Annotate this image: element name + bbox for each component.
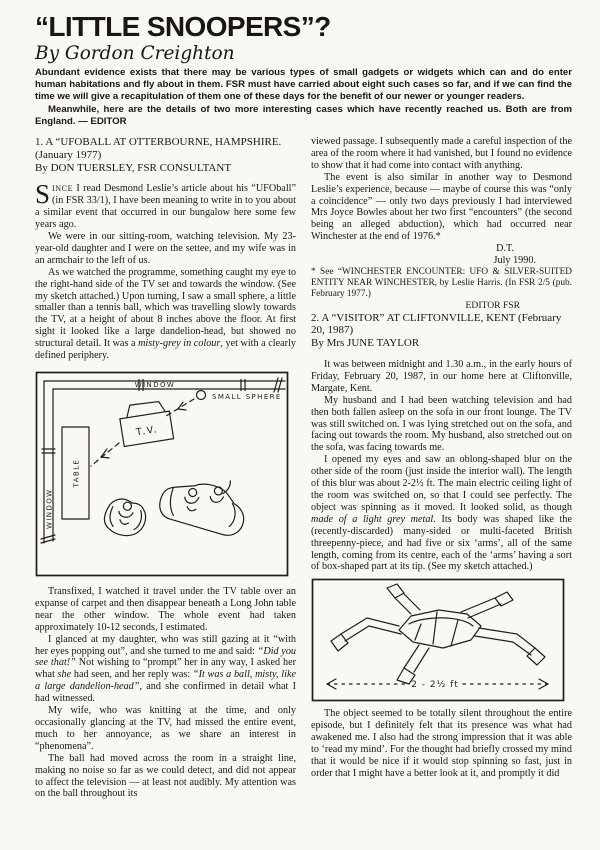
window-top: [44, 378, 285, 392]
sphere-label: SMALL SPHERE: [212, 393, 282, 401]
object-sketch-figure: [311, 578, 572, 702]
two-column-body: [35, 136, 572, 800]
table-sketch: [62, 427, 89, 519]
tv-label: T.V.: [135, 424, 159, 439]
intro-paragraph-2: Meanwhile, here are the details of two more interesting cases which have recently reached us. Both are from England. — EDITOR: [35, 103, 572, 127]
case2-paragraph-3: I opened my eyes and saw an oblong-shaped blur on the other side of the room (just inside the interior wall). The length of this blur was about 2-2½ ft. The main electric ceiling light of the room was switched on, so that I could see perfectly. The object was spinning as it moved. It looked solid, as though made of a light grey metal. Its body was shaped like the (recently-discarded) many-sided or multi-faceted British threepenny-piece, and had five or six ‘arms’, all of the same length, coming from its centre, each of the ‘arms’ having a sort of box-shaped part at its tip. (See my sketch attached.): [311, 454, 572, 573]
trajectory-dashes-2: [91, 443, 119, 466]
window-top-label: WINDOW: [134, 381, 176, 389]
case1-heading-title: 1. A “UFOBALL AT OTTERBOURNE, HAMPSHIRE. (January 1977): [35, 136, 282, 161]
case1-paragraph-4: Transfixed, I watched it travel under the TV table over an expanse of carpet and then disappear beneath a Long John table near the other window. The whole event had taken approximately 10-12 seconds, I estimated.: [35, 586, 296, 633]
case1-paragraph-6: My wife, who was knitting at the time, and only occasionally glancing at the TV, had missed the entire event, much to her annoyance, as we share an interest in “phenomena”.: [35, 705, 296, 752]
room-sketch-figure: [35, 371, 296, 577]
width-annotation: [327, 679, 548, 690]
right-column: [311, 136, 572, 800]
width-label: 2 - 2½ ft: [411, 680, 459, 691]
case1-continued-paragraph: viewed passage. I subsequently made a careful inspection of the area of the room where it had vanished, but I found no evidence to show that it had come into contact with anything.: [311, 136, 572, 171]
case2-paragraph-2: My husband and I had been watching television and had then both fallen asleep on the sofa in our front lounge. The TV was still switched on. I was lying stretched out on the sofa, and facing out towards the room. My husband, also stretched out on the sofa, was facing towards me.: [311, 394, 572, 454]
tv-sketch: [118, 399, 174, 446]
intro-paragraph-1: Abundant evidence exists that there may be various types of small gadgets or widgets which can and do enter human habitations and fly about in them. FSR must have carried about eight such cases so far, and if we can find the time we will give a recapitulation of them one of these days for the benefit of our newer or younger readers.: [35, 67, 572, 103]
case1-paragraph-1: [35, 179, 296, 231]
signature-initials: D.T.: [496, 243, 514, 255]
object-sketch: [311, 578, 565, 702]
case2-heading: [311, 312, 572, 350]
room-sketch: [35, 371, 289, 577]
case1-paragraph-7: The ball had moved across the room in a straight line, making no noise so far as we could detect, and did not appear to affect the television — at least not audibly. My attention was on the ball throughout its: [35, 752, 296, 800]
case1-author: By DON TUERSLEY, FSR CONSULTANT: [35, 161, 232, 174]
editor-intro: [35, 67, 572, 128]
table-label: TABLE: [72, 458, 81, 488]
drop-cap: S: [35, 179, 51, 210]
article-byline: By Gordon Creighton: [35, 43, 235, 64]
armchair-sketch: [101, 496, 149, 540]
case1-paragraph-2: We were in our sitting-room, watching television. My 23-year-old daughter and I were on the settee, and my wife was in an armchair to the left of us.: [35, 231, 296, 266]
signature-date: July 1990.: [493, 255, 536, 267]
footnote: * See “WINCHESTER ENCOUNTER: UFO & SILVER-SUITED ENTITY NEAR WINCHESTER, by Leslie Harris. (In FSR 2/5 (pub. February 1977.): [311, 266, 572, 299]
trajectory-arrow-2: [101, 449, 109, 458]
case1-heading: [35, 136, 296, 174]
settee-sketch: [156, 469, 250, 537]
case1-closing-paragraph: The event is also similar in another way to Desmond Leslie’s experience, because — maybe of course this was “only a coincidence” — only two days previously I had interviewed Mrs Joyce Bowles about her two first “encounters” (the second being an alleged abduction), which had occurred near Winchester at the end of 1976.*: [311, 171, 572, 243]
small-caps: INCE: [52, 184, 74, 194]
case2-paragraph-4: The object seemed to be totally silent throughout the entire episode, but I definitely felt that its presence was what had awakened me. I also had the strong impression that it was able to ‘read my mind’. For the thought had briefly crossed my mind that it would be nice if it would stop spinning so fast, just in order that I might have a better look at it, and promptly it did: [311, 708, 572, 779]
article-header: [35, 12, 572, 128]
case1-paragraph-5: I glanced at my daughter, who was still gazing at it “with her eyes popping out”, and she turned to me and said: “Did you see that!” Not wishing to “prompt” her in any way, I asked her what she had seen, and her reply was: “It was a ball, misty, like a large dandelion-head”, and she confirmed in detail what I had witnessed.: [35, 633, 297, 705]
article-title: “LITTLE SNOOPERS”?: [35, 11, 331, 42]
window-left-label: WINDOW: [45, 488, 54, 529]
trajectory-dashes-1: [166, 399, 194, 416]
footnote-editor: EDITOR FSR: [465, 299, 520, 311]
case2-paragraph-1: It was between midnight and 1.30 a.m., in the early hours of Friday, February 20, 1987, in our home here at Cliftonville, Margate, Kent.: [311, 359, 572, 394]
case1-paragraph-1-text: I read Desmond Leslie’s article about his “UFOball” (in FSR 33/1), I have been meaning to write in to you about a similar event that occurred in our bungalow here some few years ago.: [35, 183, 296, 231]
window-left: [41, 381, 55, 543]
spinning-object-sketch: [331, 584, 545, 684]
case1-paragraph-3: As we watched the programme, something caught my eye to the right-hand side of the TV set and towards the window. (See my sketch attached.) Upon turning, I saw a small sphere, a little smaller than a tennis ball, which was travelling slowly towards the TV, at a height of about 8 inches above the floor. At first sight it looked like a large dandelion-head, but showed no structural detail. It was a misty-grey in colour, yet with a clearly defined periphery.: [35, 266, 296, 362]
case2-author: By Mrs JUNE TAYLOR: [311, 337, 420, 350]
case2-heading-title: 2. A “VISITOR” AT CLIFTONVILLE, KENT (February 20, 1987): [311, 311, 562, 337]
left-column: [35, 136, 296, 800]
sphere-sketch: [91, 391, 282, 467]
